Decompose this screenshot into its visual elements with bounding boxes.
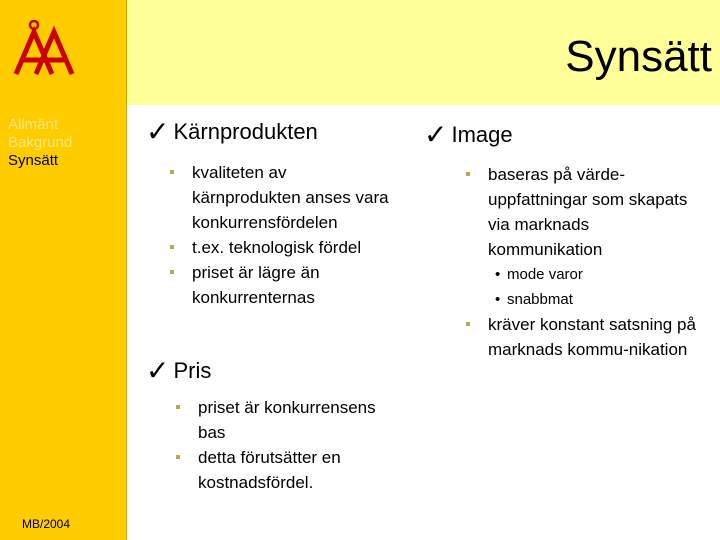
list-item: ▪ kvaliteten av kärnprodukten anses vara konkurrensfördelen — [166, 160, 396, 235]
nav-item-allmant[interactable]: Allmänt — [8, 116, 59, 133]
check-mark-icon: ✓ — [424, 119, 448, 150]
karnprodukten-heading: ✓ Kärnprodukten — [146, 116, 318, 147]
karnprodukten-section — [146, 118, 318, 146]
list-item: ▪ priset är konkurrensens bas — [172, 395, 397, 445]
footer-text: MB/2004 — [22, 517, 71, 531]
pris-heading: ✓ Pris — [146, 355, 212, 386]
karnprodukten-bullets — [166, 160, 396, 310]
title-band — [127, 0, 720, 105]
check-mark-icon: ✓ — [146, 355, 170, 386]
sidebar — [0, 0, 127, 540]
list-item: ▪ t.ex. teknologisk fördel — [166, 235, 396, 260]
check-mark-icon: ✓ — [146, 116, 170, 147]
image-bullets — [462, 162, 702, 362]
nav-item-bakgrund[interactable]: Bakgrund — [8, 134, 73, 151]
list-item: ▪ kräver konstant satsning på marknads kommu-nikation — [462, 312, 702, 362]
pris-section — [146, 357, 211, 385]
image-heading: ✓ Image — [424, 119, 513, 150]
list-item: ▪ detta förutsätter en kostnadsfördel. — [172, 445, 397, 495]
sub-list-item: • snabbmat — [462, 287, 702, 312]
section-nav — [8, 116, 72, 170]
nav-item-synsatt[interactable]: Synsätt — [8, 152, 59, 169]
list-item: ▪ baseras på värde-uppfattningar som skapats via marknads kommunikation — [462, 162, 702, 262]
aa-logo-icon — [10, 18, 80, 78]
sub-list-item: • mode varor — [462, 262, 702, 287]
list-item: ▪ priset är lägre än konkurrenternas — [166, 260, 396, 310]
slide-title: Synsätt — [565, 32, 712, 81]
image-section — [424, 121, 513, 149]
pris-bullets — [172, 395, 397, 495]
